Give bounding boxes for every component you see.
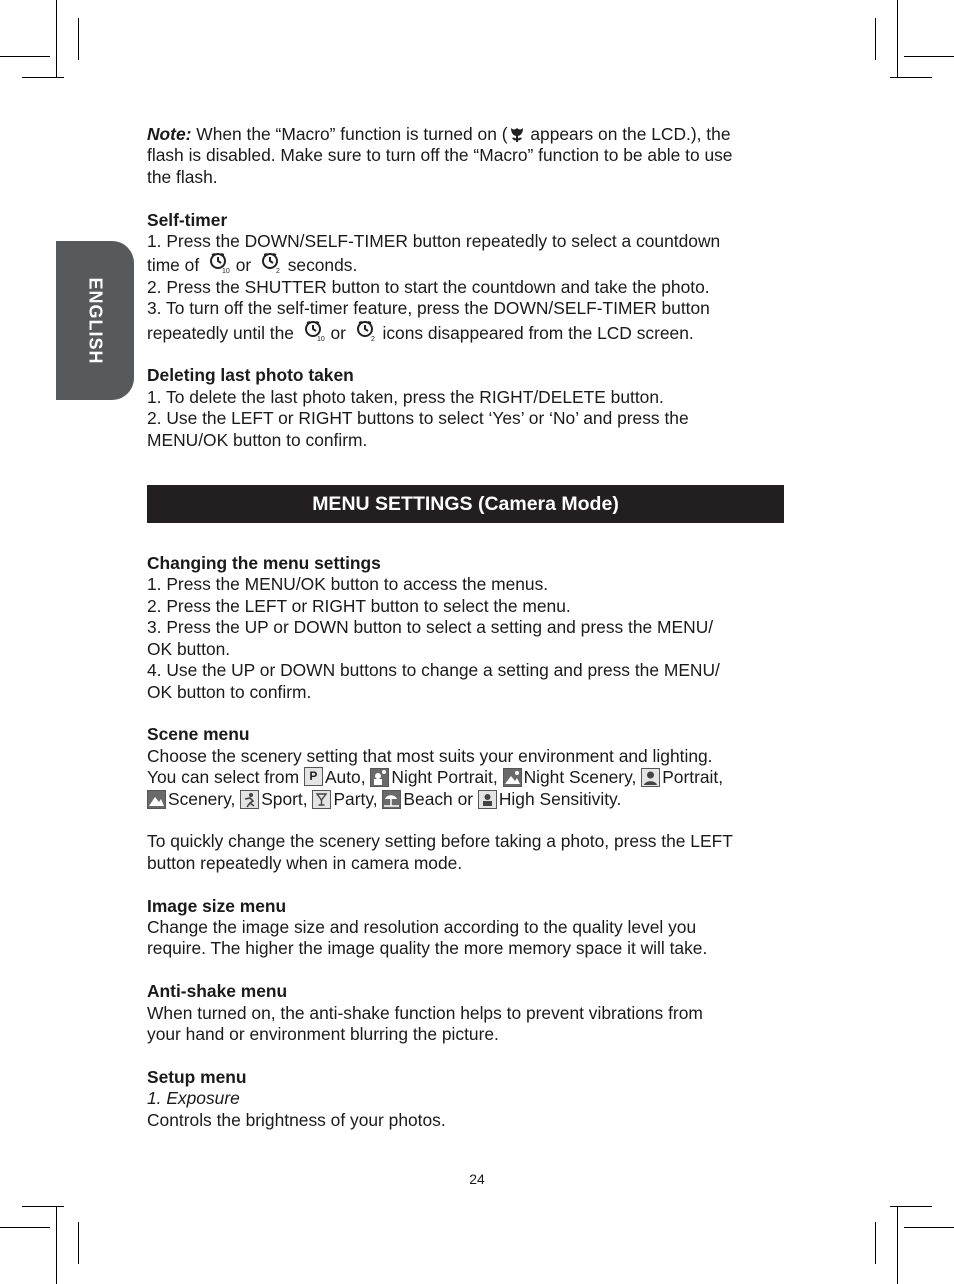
changing-line-2: 2. Press the LEFT or RIGHT button to select the menu. xyxy=(147,595,571,616)
note-line-1: Note: When the “Macro” function is turned on ( appears on the LCD.), the xyxy=(147,124,731,144)
section-banner: MENU SETTINGS (Camera Mode) xyxy=(147,485,784,523)
changing-line-5: 4. Use the UP or DOWN buttons to change a setting and press the MENU/ xyxy=(147,660,720,681)
night-portrait-icon xyxy=(370,768,389,787)
image-size-line-2: require. The higher the image quality the more memory space it will take. xyxy=(147,938,708,959)
delete-line-3: MENU/OK button to confirm. xyxy=(147,429,368,450)
note-line-2: flash is disabled. Make sure to turn off the “Macro” function to be able to use xyxy=(147,145,733,166)
svg-text:10: 10 xyxy=(316,335,325,342)
scene-quick-line-2: button repeatedly when in camera mode. xyxy=(147,852,463,873)
changing-line-1: 1. Press the MENU/OK button to access the menus. xyxy=(147,574,549,595)
delete-line-1: 1. To delete the last photo taken, press the RIGHT/DELETE button. xyxy=(147,386,664,407)
changing-line-6: OK button to confirm. xyxy=(147,681,312,702)
timer-2-icon xyxy=(356,320,378,342)
changing-line-3: 3. Press the UP or DOWN button to select a setting and press the MENU/ xyxy=(147,617,714,638)
scenery-icon xyxy=(147,790,166,809)
anti-shake-heading: Anti-shake menu xyxy=(147,981,288,1002)
delete-line-2: 2. Use the LEFT or RIGHT buttons to select ‘Yes’ or ‘No’ and press the xyxy=(147,408,689,429)
scene-line-3: Scenery, Sport, Party, Beach or High Sensitivity. xyxy=(147,789,784,810)
image-size-line-1: Change the image size and resolution according to the quality level you xyxy=(147,916,697,937)
note-line-3: the flash. xyxy=(147,166,218,187)
timer-10-icon xyxy=(304,320,326,342)
anti-shake-line-1: When turned on, the anti-shake function helps to prevent vibrations from xyxy=(147,1002,703,1023)
changing-line-4: OK button. xyxy=(147,638,231,659)
self-timer-line-3: 2. Press the SHUTTER button to start the countdown and take the photo. xyxy=(147,276,710,297)
sport-icon xyxy=(240,790,259,809)
page-number: 24 xyxy=(469,1171,485,1187)
scene-line-2: You can select from P Auto, Night Portrait, Night Scenery, Portrait, xyxy=(147,767,724,788)
svg-text:10: 10 xyxy=(221,268,230,275)
self-timer-line-1: 1. Press the DOWN/SELF-TIMER button repeatedly to select a countdown xyxy=(147,231,721,252)
timer-10-icon xyxy=(209,252,231,274)
image-size-heading: Image size menu xyxy=(147,895,287,916)
auto-mode-icon: P xyxy=(304,767,323,786)
beach-icon xyxy=(382,790,401,809)
setup-heading: Setup menu xyxy=(147,1066,247,1087)
page-content xyxy=(147,124,784,1131)
high-sensitivity-icon xyxy=(478,790,497,809)
scene-quick-line-1: To quickly change the scenery setting before taking a photo, press the LEFT xyxy=(147,831,733,852)
anti-shake-line-2: your hand or environment blurring the picture. xyxy=(147,1023,499,1044)
party-icon xyxy=(312,790,331,809)
svg-text:2: 2 xyxy=(370,335,375,342)
self-timer-line-4: 3. To turn off the self-timer feature, press the DOWN/SELF-TIMER button xyxy=(147,298,710,319)
language-tab-label: ENGLISH xyxy=(85,276,106,365)
night-scenery-icon xyxy=(503,768,522,787)
language-tab xyxy=(56,241,134,400)
setup-subheading: 1. Exposure xyxy=(147,1088,240,1109)
portrait-icon xyxy=(641,768,660,787)
self-timer-heading: Self-timer xyxy=(147,209,228,230)
changing-heading: Changing the menu settings xyxy=(147,553,381,574)
self-timer-line-2: time of 10 or 2 seconds. xyxy=(147,252,784,276)
svg-text:2: 2 xyxy=(275,268,280,275)
setup-line-1: Controls the brightness of your photos. xyxy=(147,1109,446,1130)
timer-2-icon xyxy=(261,252,283,274)
scene-heading: Scene menu xyxy=(147,724,250,745)
macro-flower-icon xyxy=(508,125,526,143)
self-timer-line-5: repeatedly until the 10 or 2 icons disappeared from the LCD screen. xyxy=(147,320,784,344)
scene-line-1: Choose the scenery setting that most suits your environment and lighting. xyxy=(147,745,713,766)
delete-heading: Deleting last photo taken xyxy=(147,365,354,386)
